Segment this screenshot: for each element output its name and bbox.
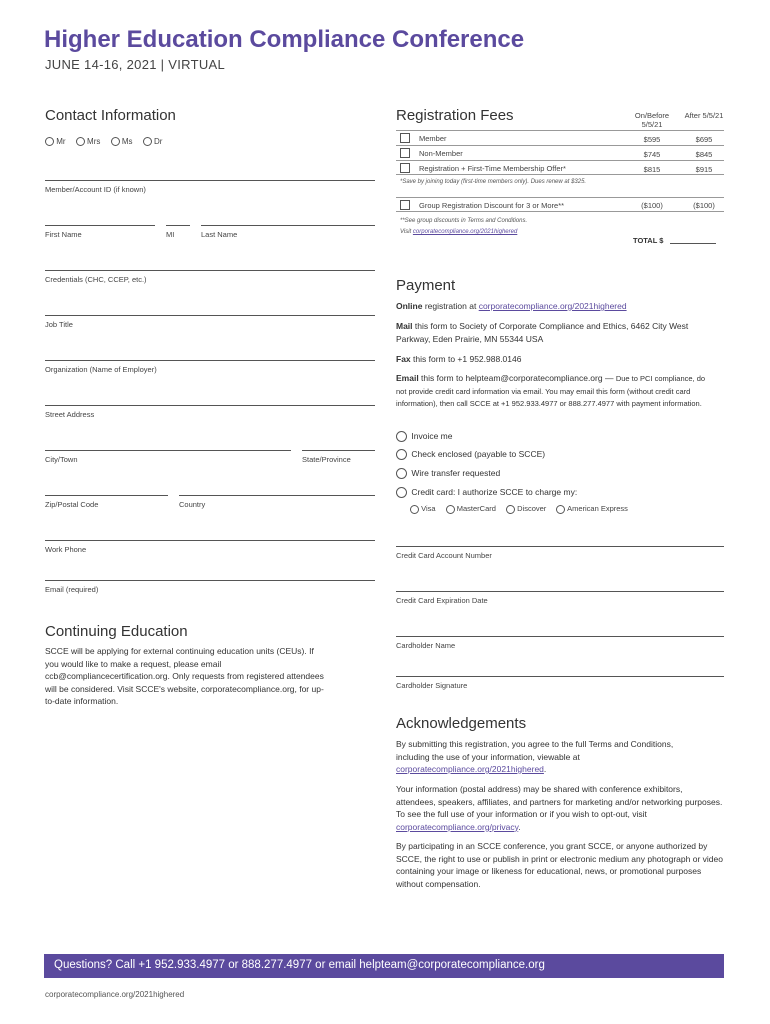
last-name-input[interactable] <box>201 225 375 226</box>
page-subtitle: JUNE 14-16, 2021 | VIRTUAL <box>45 57 226 72</box>
payment-option-label: Wire transfer requested <box>411 468 501 478</box>
radio-amex[interactable] <box>556 505 565 514</box>
payment-email-note: Due to PCI compliance, do not provide credit card information via email. You may email this form (without credit card information), then call SCCE at +1 952.933.4977 or 888.277.4977 with payment information. <box>396 374 706 408</box>
payment-fax <box>396 353 726 366</box>
checkbox-group[interactable] <box>400 200 410 210</box>
radio-invoice[interactable] <box>396 431 407 442</box>
fees-col-after: After 5/5/21 <box>684 111 724 120</box>
salutation-dr-label: Dr <box>153 137 163 146</box>
card-number-label: Credit Card Account Number <box>396 551 492 560</box>
cardholder-signature-input[interactable] <box>396 676 724 677</box>
footer-url[interactable]: corporatecompliance.org/2021highered <box>45 990 185 999</box>
fees-heading: Registration Fees <box>396 107 514 124</box>
zip-label: Zip/Postal Code <box>45 500 99 509</box>
contact-heading: Contact Information <box>45 107 176 124</box>
radio-mastercard[interactable] <box>446 505 455 514</box>
first-name-label: First Name <box>45 230 82 239</box>
fee-label: Non-Member <box>419 149 463 158</box>
card-type-group <box>410 504 628 514</box>
card-expiration-label: Credit Card Expiration Date <box>396 596 488 605</box>
ack-p1-end: . <box>543 764 547 774</box>
radio-credit[interactable] <box>396 487 407 498</box>
card-mastercard-label: MasterCard <box>456 504 496 513</box>
salutation-ms-label: Ms <box>121 137 133 146</box>
payment-heading: Payment <box>396 277 456 294</box>
card-discover-label: Discover <box>517 504 547 513</box>
country-input[interactable] <box>179 495 375 496</box>
fee-row-nonmember <box>396 145 724 160</box>
fee-label: Group Registration Discount for 3 or More** <box>419 201 565 210</box>
fee-row-membership-offer <box>396 160 724 175</box>
organization-input[interactable] <box>45 360 375 361</box>
credentials-label: Credentials (CHC, CCEP, etc.) <box>45 275 147 284</box>
payment-option-label: Check enclosed (payable to SCCE) <box>411 449 546 459</box>
fee-label: Member <box>419 134 447 143</box>
radio-mr[interactable] <box>45 137 54 146</box>
payment-online-link[interactable]: corporatecompliance.org/2021highered <box>478 301 627 311</box>
fees-note-1: *Save by joining today (first-time members only). Dues renew at $325. <box>400 179 587 185</box>
street-label: Street Address <box>45 410 95 419</box>
card-expiration-input[interactable] <box>396 591 724 592</box>
payment-mail <box>396 320 696 345</box>
ack-paragraph-3: By participating in an SCCE conference, you grant SCCE, or anyone authorized by SCCE, the right to use or publish in print or electronic medium any photograph or video containing your image or likeness for educational, news, or promotional purposes without compensation. <box>396 841 723 889</box>
ack-paragraph-1 <box>396 738 691 776</box>
street-input[interactable] <box>45 405 375 406</box>
payment-option-invoice[interactable] <box>396 430 452 443</box>
work-phone-input[interactable] <box>45 540 375 541</box>
total-input[interactable] <box>670 243 716 244</box>
card-number-input[interactable] <box>396 546 724 547</box>
payment-option-credit[interactable] <box>396 486 577 499</box>
ack-p2-text: Your information (postal address) may be shared with conference exhibitors, attendees, speakers, affiliates, and partners for marketing and/or networking purposes. To see the full use of your information or if you wish to opt-out, visit <box>396 784 723 819</box>
organization-label: Organization (Name of Employer) <box>45 365 157 374</box>
last-name-label: Last Name <box>201 230 238 239</box>
payment-online-bold: Online <box>396 301 423 311</box>
ce-text: SCCE will be applying for external continuing education units (CEUs). If you would like to make a request, please email ccb@compliancecertification.org. Only requests from registered attendees will be considered. Visit SCCE's website, corporatecompliance.org, for up-to-date information. <box>45 646 324 706</box>
cardholder-name-input[interactable] <box>396 636 724 637</box>
fee-after: ($100) <box>693 201 715 210</box>
work-phone-label: Work Phone <box>45 545 87 554</box>
payment-option-label: Invoice me <box>411 431 453 441</box>
mi-input[interactable] <box>166 225 190 226</box>
country-label: Country <box>179 500 206 509</box>
payment-email-bold: Email <box>396 373 419 383</box>
fee-after: $845 <box>695 150 713 159</box>
fees-note-3-link[interactable]: corporatecompliance.org/2021highered <box>412 229 518 235</box>
first-name-input[interactable] <box>45 225 155 226</box>
cardholder-name-label: Cardholder Name <box>396 641 456 650</box>
fee-before: ($100) <box>641 201 663 210</box>
mi-label: MI <box>166 230 175 239</box>
checkbox-member[interactable] <box>400 133 410 143</box>
payment-email-text: this form to helpteam@corporatecompliance.org — <box>418 373 616 383</box>
ack-p1-text: By submitting this registration, you agree to the full Terms and Conditions, including the use of your information, viewable at <box>396 739 674 762</box>
zip-input[interactable] <box>45 495 168 496</box>
member-id-input[interactable] <box>45 180 375 181</box>
payment-fax-bold: Fax <box>396 354 411 364</box>
ack-paragraph-2 <box>396 783 724 833</box>
questions-bar: Questions? Call +1 952.933.4977 or 888.277.4977 or email helpteam@corporatecompliance.org <box>44 954 724 978</box>
member-id-label: Member/Account ID (if known) <box>45 185 146 194</box>
credentials-input[interactable] <box>45 270 375 271</box>
salutation-mrs-label: Mrs <box>87 137 101 146</box>
radio-mrs[interactable] <box>76 137 85 146</box>
salutation-group <box>45 137 162 146</box>
payment-option-wire[interactable] <box>396 467 500 480</box>
payment-mail-text: this form to Society of Corporate Compliance and Ethics, 6462 City West Parkway, Eden Prairie, MN 55344 USA <box>396 321 689 344</box>
email-label: Email (required) <box>45 585 99 594</box>
fee-after: $695 <box>695 135 713 144</box>
ack-p2-end: . <box>518 821 521 832</box>
fees-col-before: On/Before 5/5/21 <box>634 111 670 129</box>
card-visa-label: Visa <box>421 504 436 513</box>
fee-label: Registration + First-Time Membership Offer* <box>419 164 566 173</box>
fees-note-3-prefix: Visit <box>400 229 413 235</box>
ack-heading: Acknowledgements <box>396 715 527 732</box>
ack-p2-link[interactable]: corporatecompliance.org/privacy <box>396 821 519 832</box>
ack-p1-link[interactable]: corporatecompliance.org/2021highered <box>396 764 544 774</box>
payment-mail-bold: Mail <box>396 321 413 331</box>
payment-option-label: Credit card: I authorize SCCE to charge my: <box>411 487 578 497</box>
fee-before: $745 <box>643 150 661 159</box>
total-label: TOTAL $ <box>633 236 664 245</box>
payment-online <box>396 300 726 313</box>
card-amex-label: American Express <box>567 504 628 513</box>
fee-row-member <box>396 130 724 145</box>
payment-fax-text: this form to +1 952.988.0146 <box>410 354 522 364</box>
salutation-mr-label: Mr <box>56 137 66 146</box>
job-title-label: Job Title <box>45 320 73 329</box>
state-label: State/Province <box>302 455 351 464</box>
payment-email <box>396 372 706 410</box>
payment-option-check[interactable] <box>396 448 545 461</box>
cardholder-signature-label: Cardholder Signature <box>396 681 468 690</box>
page-title: Higher Education Compliance Conference <box>44 26 525 53</box>
fee-before: $815 <box>643 165 661 174</box>
fee-before: $595 <box>643 135 661 144</box>
ce-heading: Continuing Education <box>45 623 188 640</box>
state-input[interactable] <box>302 450 375 451</box>
checkbox-membership-offer[interactable] <box>400 163 410 173</box>
radio-visa[interactable] <box>410 505 419 514</box>
radio-ms[interactable] <box>111 137 120 146</box>
fee-after: $915 <box>695 165 713 174</box>
radio-wire[interactable] <box>396 468 407 479</box>
city-input[interactable] <box>45 450 291 451</box>
fees-note-3 <box>400 229 517 235</box>
radio-check[interactable] <box>396 449 407 460</box>
radio-dr[interactable] <box>143 137 152 146</box>
fees-table <box>396 130 724 175</box>
job-title-input[interactable] <box>45 315 375 316</box>
fee-row-group <box>396 197 724 212</box>
fees-note-2: **See group discounts in Terms and Conditions. <box>400 218 528 224</box>
radio-discover[interactable] <box>506 505 515 514</box>
city-label: City/Town <box>45 455 78 464</box>
payment-online-text: registration at <box>422 301 479 311</box>
email-input[interactable] <box>45 580 375 581</box>
checkbox-nonmember[interactable] <box>400 148 410 158</box>
